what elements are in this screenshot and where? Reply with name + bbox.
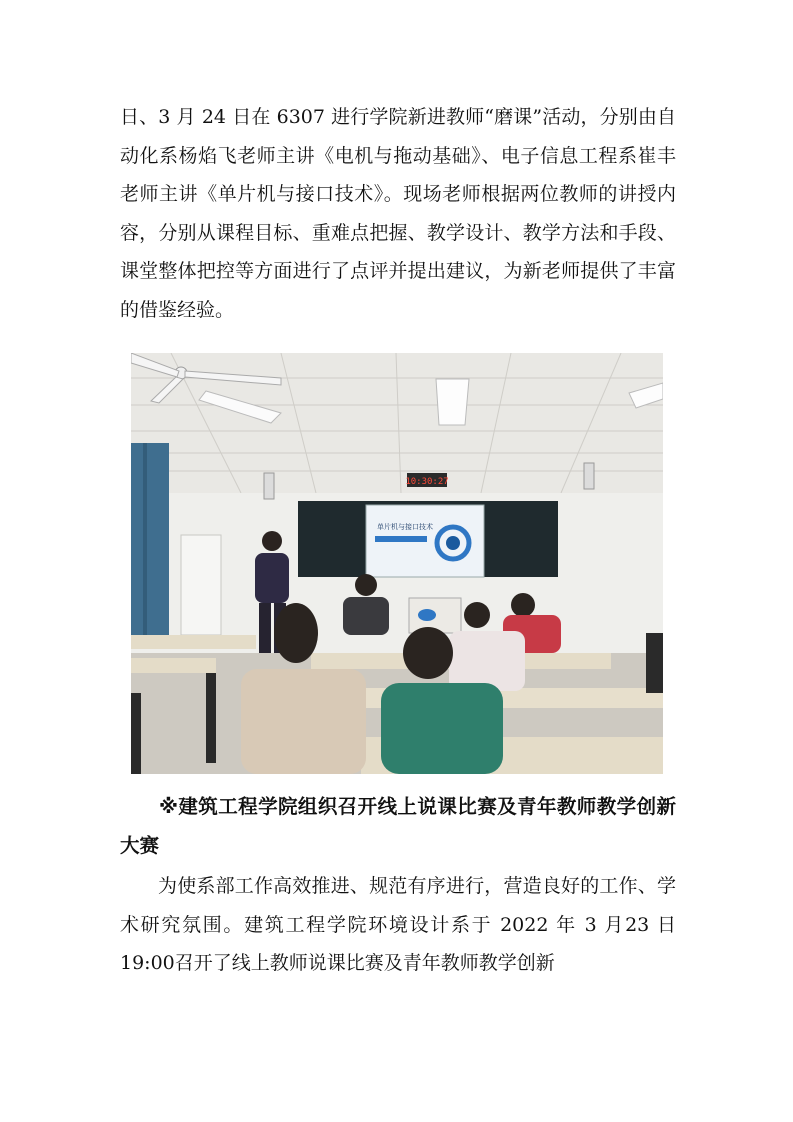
body-paragraph-1: 日、3 月 24 日在 6307 进行学院新进教师“磨课”活动，分别由自动化系杨焰飞老师主讲《电机与拖动基础》、电子信息工程系崔丰老师主讲《单片机与接口技术》。现场老师根据两位教师的讲授内容，分别从课程目标、重难点把握、教学设计、教学方法和手段、课堂整体把控等方面进行了点评并提出建议，为新老师提供了丰富的借鉴经验。: [120, 106, 676, 321]
classroom-photo: [131, 353, 663, 774]
body-paragraph-2: 为使系部工作高效推进、规范有序进行，营造良好的工作、学术研究氛围。建筑工程学院环境设计系于 2022 年 3 月23 日19:00召开了线上教师说课比赛及青年教师教学创新: [120, 875, 676, 974]
section-heading: ※建筑工程学院组织召开线上说课比赛及青年教师教学创新大赛: [120, 795, 676, 857]
slide-title: 单片机与接口技术: [377, 523, 433, 531]
clock-readout: 10:30:27: [405, 477, 449, 487]
